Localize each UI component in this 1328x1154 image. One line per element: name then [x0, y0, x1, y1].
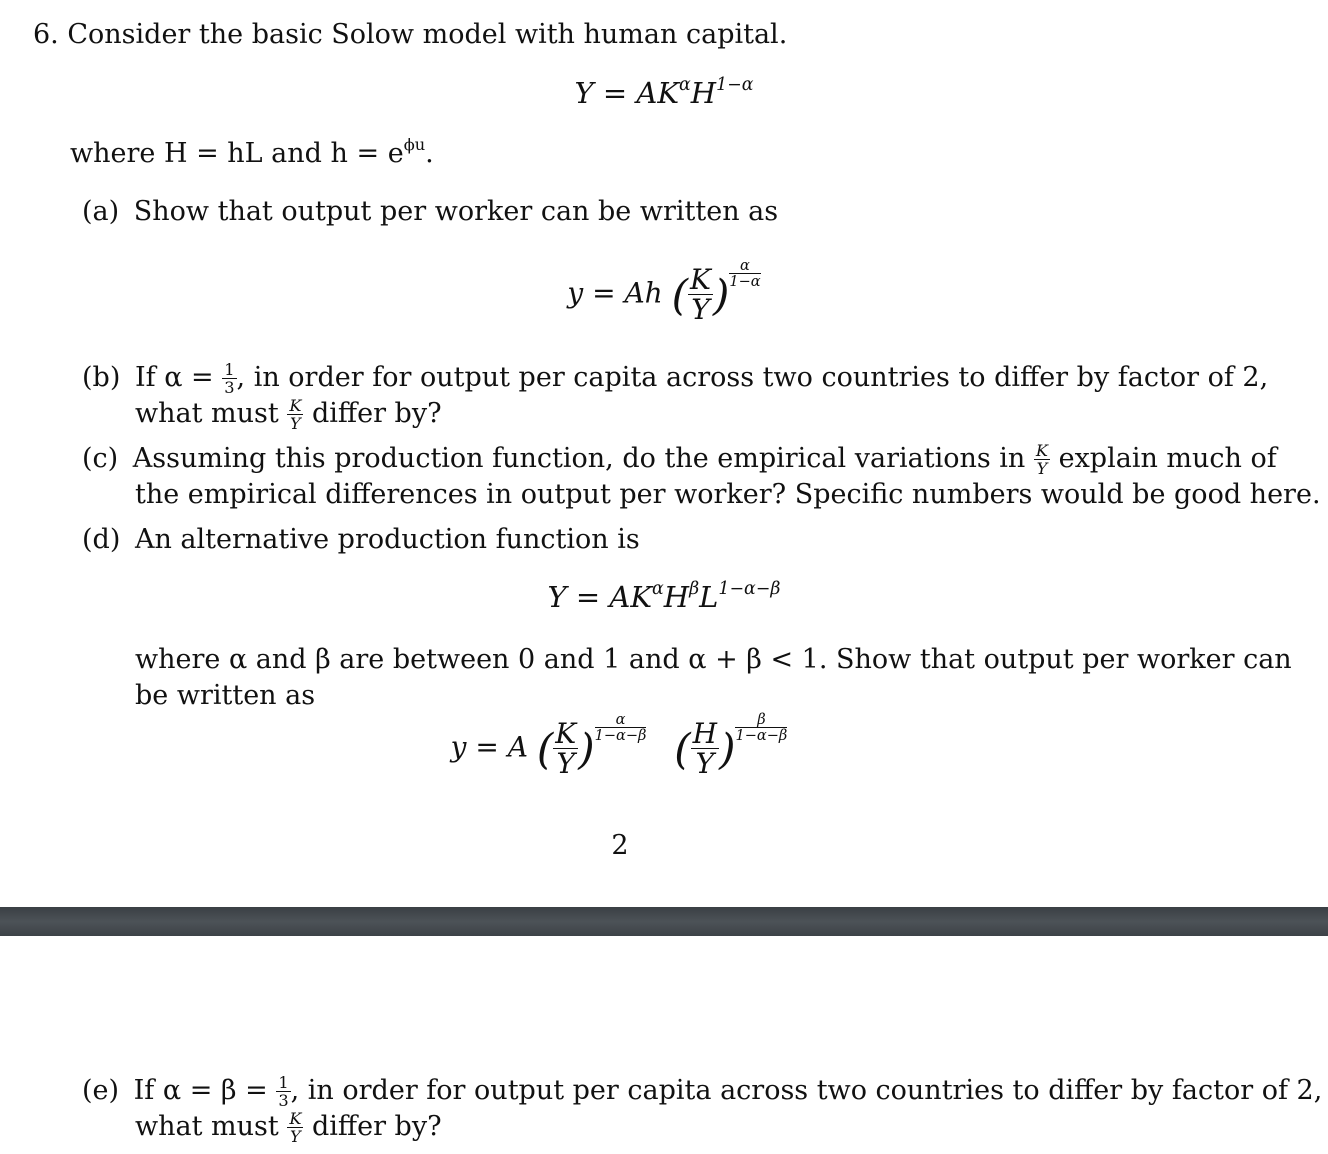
- part-d-description: where α and β are between 0 and 1 and α + β < 1. Show that output per worker can be written as: [135, 644, 1292, 711]
- page-divider: [0, 907, 1328, 936]
- part-e-label: (e): [82, 1075, 120, 1106]
- part-b-text: (b) If α = $\frac{1}{3}$ , in order for output per capita across two countries to differ by factor of 2, what must $\frac{K}{Y}$ differ by?: [82, 360, 1269, 433]
- where-definition: where H = hL and $h = e^{\phi u}$.: [70, 134, 434, 169]
- equation-part-d-output: y = A ( $\frac{K}{Y}$ ) $\frac{\alpha}{1-\alpha-\beta}$ ( $\frac{H}{Y}$ ) $\frac{\beta}{1-\alpha-\beta}$: [450, 711, 788, 781]
- problem-intro: Consider the basic Solow model with human capital.: [67, 19, 788, 50]
- equation-part-d: $Y = AK^\alpha H^\beta L^{1-\alpha-\beta}$: [547, 578, 781, 614]
- part-e-text: (e) If α = β = $\frac{1}{3}$ , in order for output per capita across two countries to differ by factor of 2, what must $\frac{K}{Y}$ differ by?: [82, 1073, 1323, 1146]
- equation-part-a: y = Ah ( $\frac{K}{Y}$ ) $\frac{\alpha}{1-\alpha}$: [567, 257, 761, 327]
- page-number: 2: [611, 830, 629, 861]
- part-c-text: (c) Assuming this production function, do the empirical variations in $\frac{K}{Y}$ explain much of the empirical differences in output per worker? Specific numbers would be good here.: [82, 441, 1321, 510]
- part-b-label: (b): [82, 362, 121, 393]
- part-a-label: (a): [82, 196, 120, 227]
- part-a-text: (a) Show that output per worker can be written as: [82, 196, 779, 227]
- problem-heading: [33, 18, 787, 52]
- part-d-text: (d) An alternative production function is: [82, 524, 640, 555]
- problem-number: 6.: [33, 19, 59, 50]
- part-c-label: (c): [82, 443, 119, 474]
- equation-production: $Y = AK^\alpha H^{1-\alpha}$: [574, 74, 754, 110]
- part-d-label: (d): [82, 524, 121, 555]
